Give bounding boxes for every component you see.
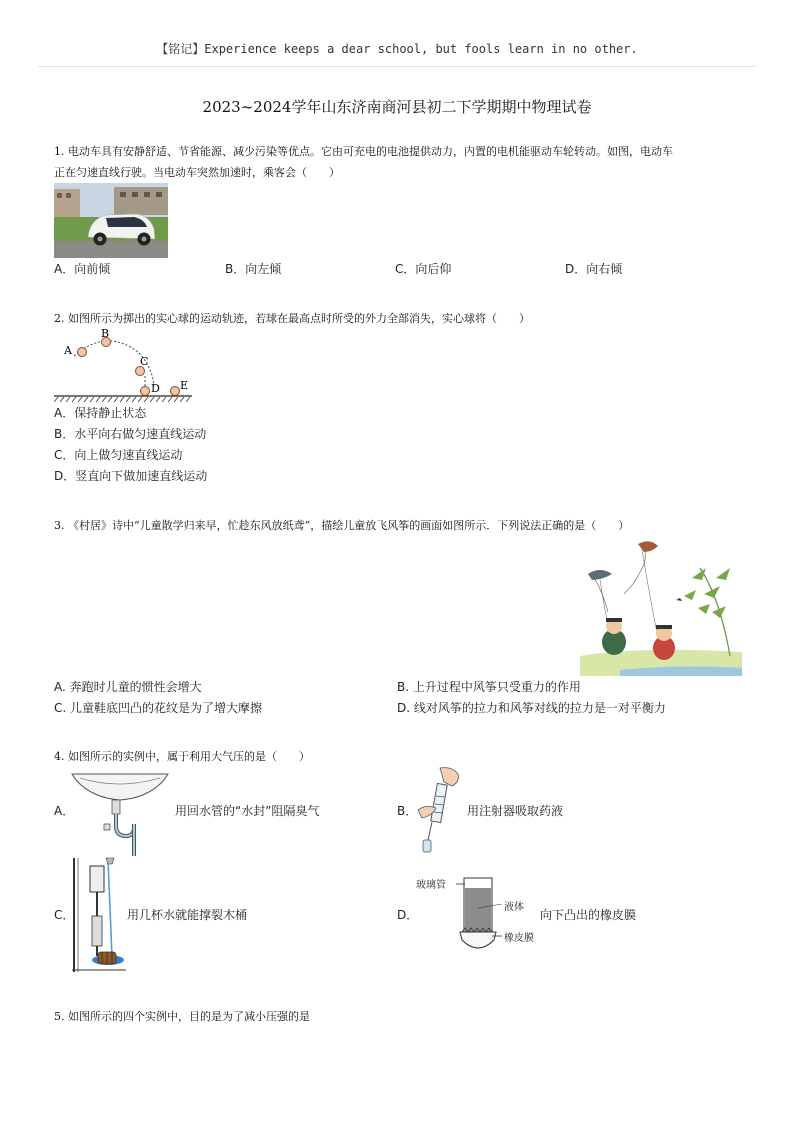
glass-tube-label: 玻璃管 xyxy=(416,880,446,891)
question-3-option-c[interactable]: C. 儿童鞋底凹凸的花纹是为了增大摩擦 xyxy=(54,701,263,715)
ball-trajectory-diagram xyxy=(54,326,194,404)
question-4-option-d-caption[interactable]: 向下凸出的橡皮膜 xyxy=(540,908,637,922)
glass-tube-membrane-diagram xyxy=(456,870,502,958)
syringe-image xyxy=(412,766,466,856)
question-5-text: 5. 如图所示的四个实例中，目的是为了减小压强的是 xyxy=(54,1010,310,1023)
sink-water-seal-image xyxy=(68,770,172,858)
point-label-c: C xyxy=(140,355,149,368)
question-1-text xyxy=(54,141,754,183)
question-1-option-c[interactable]: C．向后仰 xyxy=(395,262,452,276)
question-3-text: 3. 《村居》诗中“儿童散学归来早，忙趁东风放纸鸢”，描绘儿童放飞风筝的画面如图所示．下列说法正确的是（ ） xyxy=(54,519,630,532)
question-2-option-c[interactable]: C．向上做匀速直线运动 xyxy=(54,448,183,462)
point-label-a: A xyxy=(64,344,72,357)
question-2-option-b[interactable]: B．水平向右做匀速直线运动 xyxy=(54,427,207,441)
point-label-b: B xyxy=(101,327,110,340)
question-4-option-c-caption[interactable]: 用几杯水就能撑裂木桶 xyxy=(127,908,248,922)
question-2-option-a[interactable]: A．保持静止状态 xyxy=(54,406,147,420)
question-3-option-b[interactable]: B. 上升过程中风筝只受重力的作用 xyxy=(397,680,581,694)
barrel-experiment-image xyxy=(68,856,128,974)
question-2-text: 2. 如图所示为掷出的实心球的运动轨迹，若球在最高点时所受的外力全部消失，实心球将（ ） xyxy=(54,312,530,325)
liquid-label: 液体 xyxy=(504,902,524,913)
point-label-e: E xyxy=(180,379,189,392)
question-1-option-b[interactable]: B．向左倾 xyxy=(225,262,282,276)
question-4-option-a-letter[interactable]: A． xyxy=(54,804,75,818)
question-1-option-d[interactable]: D．向右倾 xyxy=(565,262,623,276)
point-label-d: D xyxy=(151,382,160,395)
rubber-membrane-label: 橡皮膜 xyxy=(504,933,534,944)
question-2-option-d[interactable]: D．竖直向下做加速直线运动 xyxy=(54,469,208,483)
header-motto: 【铭记】Experience keeps a dear school, but fools learn in no other. xyxy=(156,42,638,56)
header-divider xyxy=(38,66,756,67)
page-title: 2023~2024学年山东济南商河县初二下学期期中物理试卷 xyxy=(202,98,592,116)
question-1-line-1: 1. 电动车具有安静舒适、节省能源、减少污染等优点。它由可充电的电池提供动力，内置的电机能驱动车轮转动。如图，电动车 xyxy=(54,145,673,158)
question-4-text: 4. 如图所示的实例中，属于利用大气压的是（ ） xyxy=(54,750,310,763)
question-3-option-a[interactable]: A. 奔跑时儿童的惯性会增大 xyxy=(54,680,202,694)
question-4-option-b-letter[interactable]: B． xyxy=(397,804,418,818)
question-4-option-d-letter[interactable]: D． xyxy=(397,908,419,922)
question-4-option-b-caption[interactable]: 用注射器吸取药液 xyxy=(467,804,564,818)
question-4-option-c-letter[interactable]: C． xyxy=(54,908,75,922)
question-3-option-d[interactable]: D. 线对风筝的拉力和风筝对线的拉力是一对平衡力 xyxy=(397,701,666,715)
kite-flying-image xyxy=(580,538,742,676)
electric-car-image xyxy=(54,183,168,258)
question-1-option-a[interactable]: A．向前倾 xyxy=(54,262,111,276)
question-1-line-2: 正在匀速直线行驶。当电动车突然加速时，乘客会（ ） xyxy=(54,166,340,179)
question-4-option-a-caption[interactable]: 用回水管的“水封”阻隔臭气 xyxy=(175,804,320,818)
